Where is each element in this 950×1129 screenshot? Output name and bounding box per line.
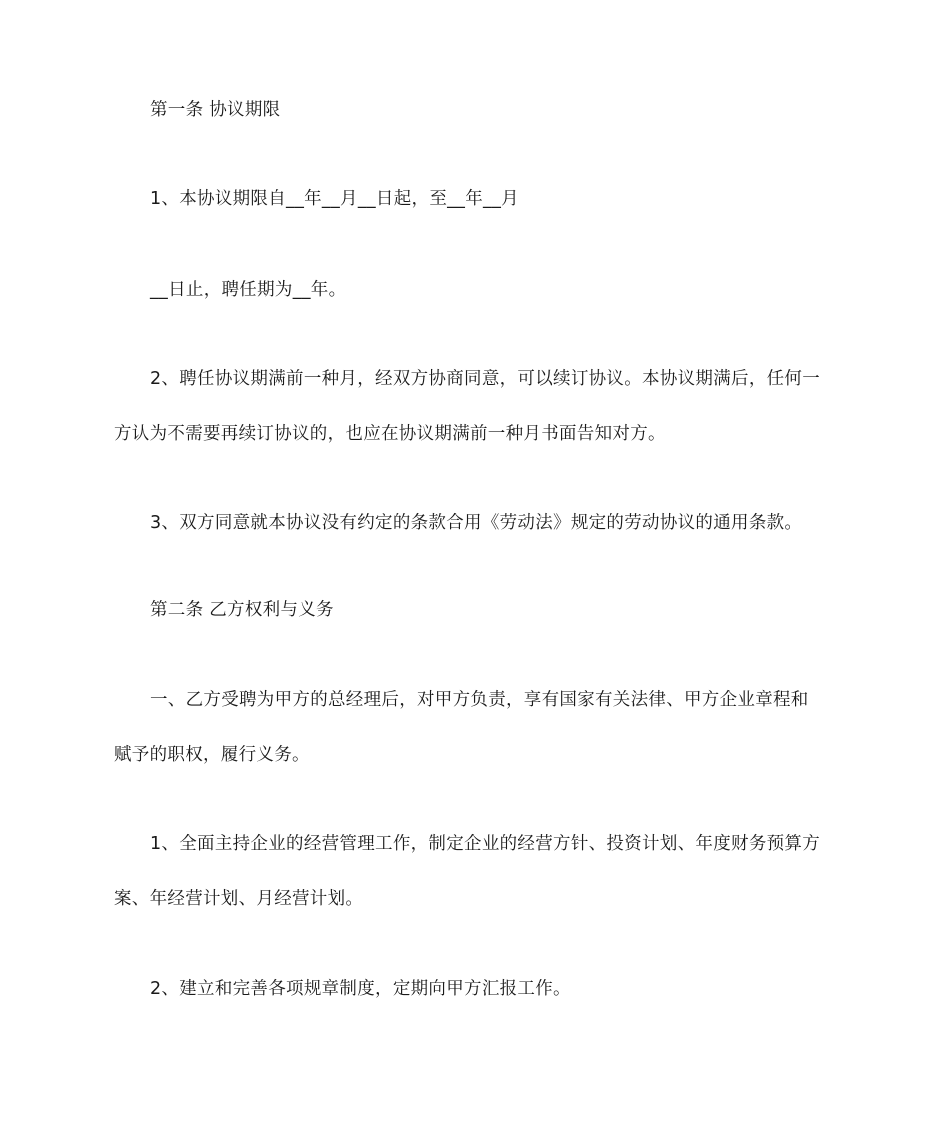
duty-1-line-1: 1、全面主持企业的经营管理工作，制定企业的经营方针、投资计划、年度财务预算方 [150,834,821,854]
clause-2-line-1: 2、聘任协议期满前一种月，经双方协商同意，可以续订协议。本协议期满后，任何一 [150,369,821,389]
clause-2-line-2: 方认为不需要再续订协议的，也应在协议期满前一种月书面告知对方。 [114,424,666,444]
clause-1-line-1: 1、本协议期限自__年__月__日起，至__年__月 [150,189,519,209]
duty-2-line-1: 2、建立和完善各项规章制度，定期向甲方汇报工作。 [150,979,571,999]
item-one-line-1: 一、乙方受聘为甲方的总经理后，对甲方负责，享有国家有关法律、甲方企业章程和 [150,690,809,710]
article-1-heading: 第一条 协议期限 [150,100,281,120]
duty-1-line-2: 案、年经营计划、月经营计划。 [114,889,364,909]
clause-1-line-2: __日止，聘任期为__年。 [150,280,347,300]
article-2-heading: 第二条 乙方权利与义务 [150,600,334,620]
item-one-line-2: 赋予的职权，履行义务。 [114,745,310,765]
clause-3-line-1: 3、双方同意就本协议没有约定的条款合用《劳动法》规定的劳动协议的通用条款。 [150,513,803,533]
